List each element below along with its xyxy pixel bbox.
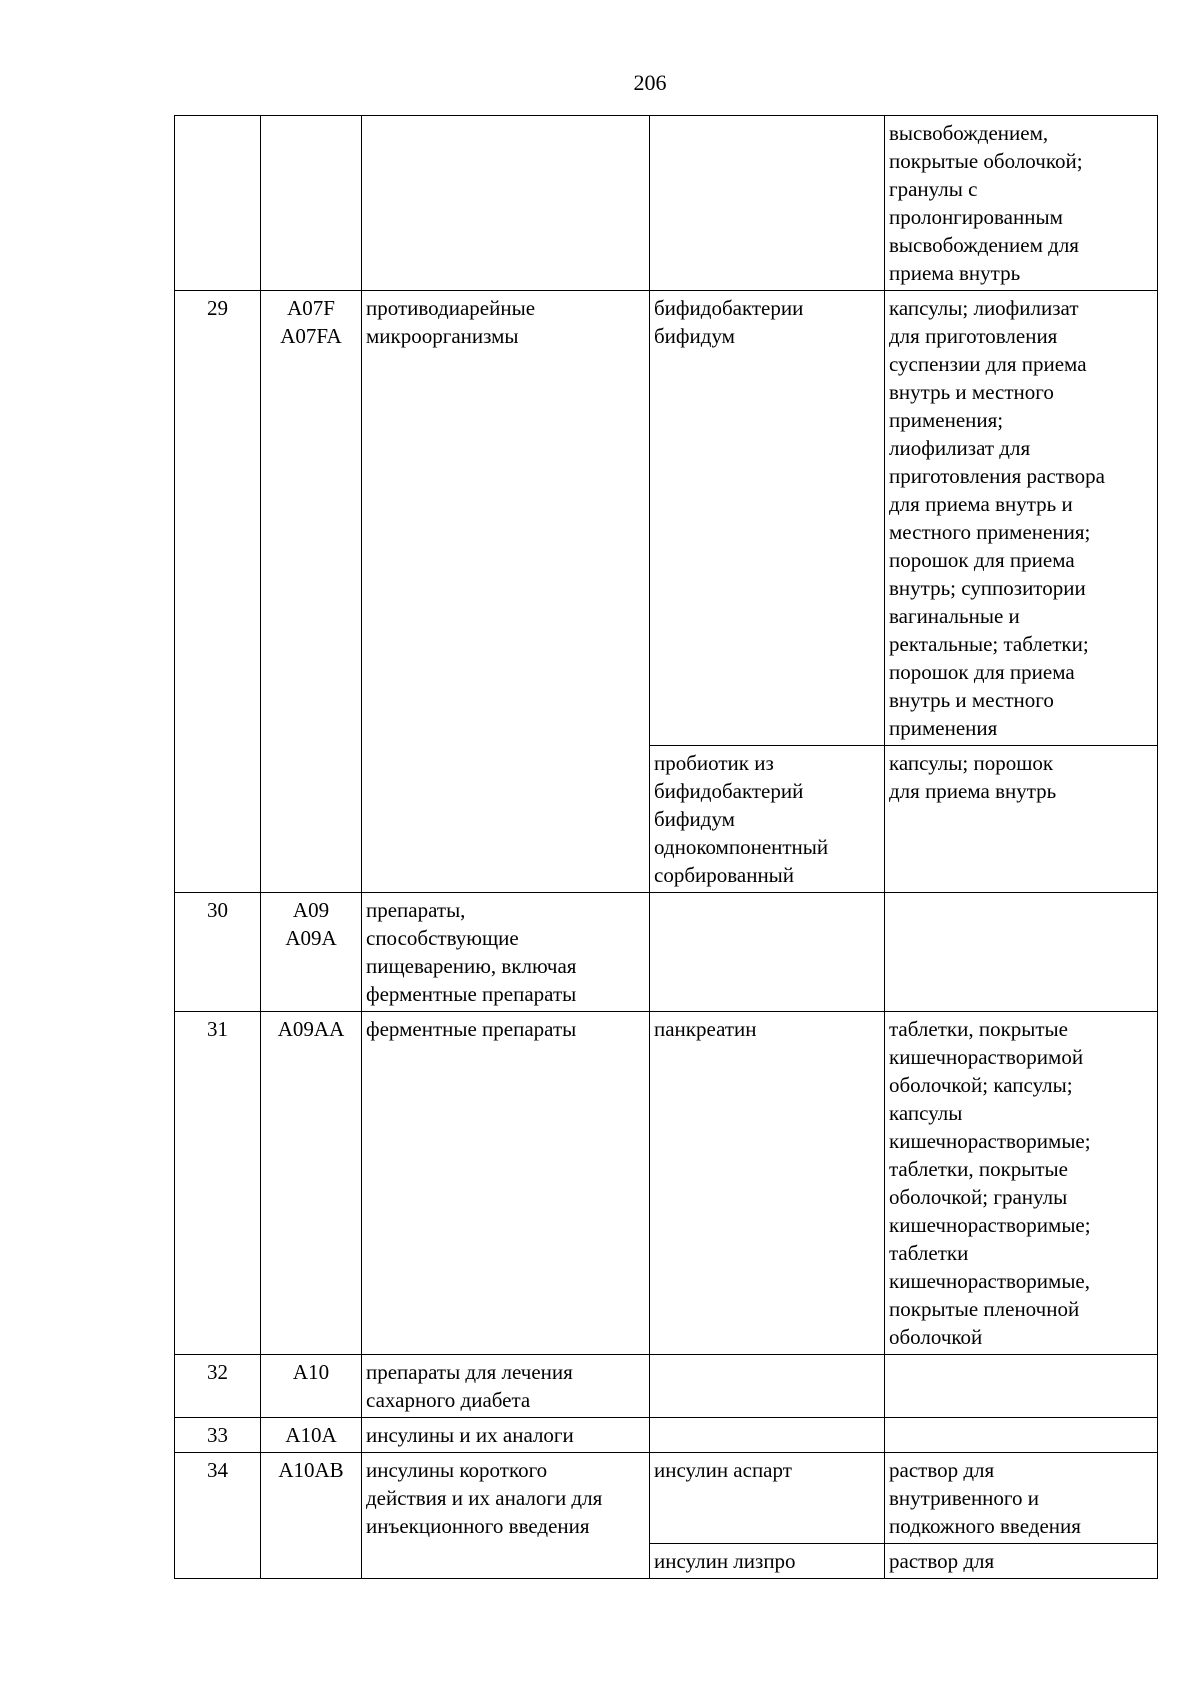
pharmacological-group: противодиарейные микроорганизмы: [362, 291, 650, 893]
pharmacological-group: инсулины короткого действия и их аналоги для инъекционного введения: [362, 1453, 650, 1579]
dosage-forms: раствор для: [885, 1544, 1158, 1579]
row-number: 30: [175, 893, 261, 1012]
page-number: 206: [633, 70, 667, 95]
table-row: [175, 1355, 1158, 1418]
row-number: 29: [175, 291, 261, 893]
drug-name: инсулин лизпро: [650, 1544, 885, 1579]
atc-code: [261, 116, 362, 291]
dosage-forms: раствор для внутривенного и подкожного введения: [885, 1453, 1158, 1544]
table-row: [175, 1418, 1158, 1453]
drug-name: панкреатин: [650, 1012, 885, 1355]
dosage-forms: [885, 1418, 1158, 1453]
table-row: [175, 1453, 1158, 1544]
pharmacological-group: [362, 116, 650, 291]
pharmacological-group: препараты, способствующие пищеварению, включая ферментные препараты: [362, 893, 650, 1012]
atc-code: A10A: [261, 1418, 362, 1453]
row-number: 31: [175, 1012, 261, 1355]
atc-code: A10: [261, 1355, 362, 1418]
table-row: [175, 116, 1158, 291]
dosage-forms: [885, 1355, 1158, 1418]
drug-name: [650, 1418, 885, 1453]
dosage-forms: капсулы; лиофилизат для приготовления суспензии для приема внутрь и местного применения; лиофилизат для приготовления раствора для приема внутрь и местного применения; порошок для приема внутрь; суппозитории вагинальные и ректальные; таблетки; порошок для приема внутрь и местного применения: [885, 291, 1158, 746]
table-row: [175, 1012, 1158, 1355]
atc-code: A07F A07FA: [261, 291, 362, 893]
row-number: 32: [175, 1355, 261, 1418]
pharmacological-group: ферментные препараты: [362, 1012, 650, 1355]
row-number: 34: [175, 1453, 261, 1579]
row-number: [175, 116, 261, 291]
drug-name: [650, 893, 885, 1012]
drug-name: инсулин аспарт: [650, 1453, 885, 1544]
drug-name: [650, 116, 885, 291]
table-row: [175, 291, 1158, 746]
dosage-forms: капсулы; порошок для приема внутрь: [885, 746, 1158, 893]
table-row: [175, 893, 1158, 1012]
drug-table: [174, 115, 1158, 1579]
pharmacological-group: инсулины и их аналоги: [362, 1418, 650, 1453]
dosage-forms: [885, 893, 1158, 1012]
atc-code: A10AB: [261, 1453, 362, 1579]
atc-code: A09 A09A: [261, 893, 362, 1012]
drug-name: пробиотик из бифидобактерий бифидум однокомпонентный сорбированный: [650, 746, 885, 893]
atc-code: A09AA: [261, 1012, 362, 1355]
pharmacological-group: препараты для лечения сахарного диабета: [362, 1355, 650, 1418]
dosage-forms: таблетки, покрытые кишечнорастворимой оболочкой; капсулы; капсулы кишечнорастворимые; таблетки, покрытые оболочкой; гранулы кишечнорастворимые; таблетки кишечнорастворимые, покрытые пленочной оболочкой: [885, 1012, 1158, 1355]
row-number: 33: [175, 1418, 261, 1453]
drug-name: [650, 1355, 885, 1418]
dosage-forms: высвобождением, покрытые оболочкой; гранулы с пролонгированным высвобождением для приема внутрь: [885, 116, 1158, 291]
drug-name: бифидобактерии бифидум: [650, 291, 885, 746]
